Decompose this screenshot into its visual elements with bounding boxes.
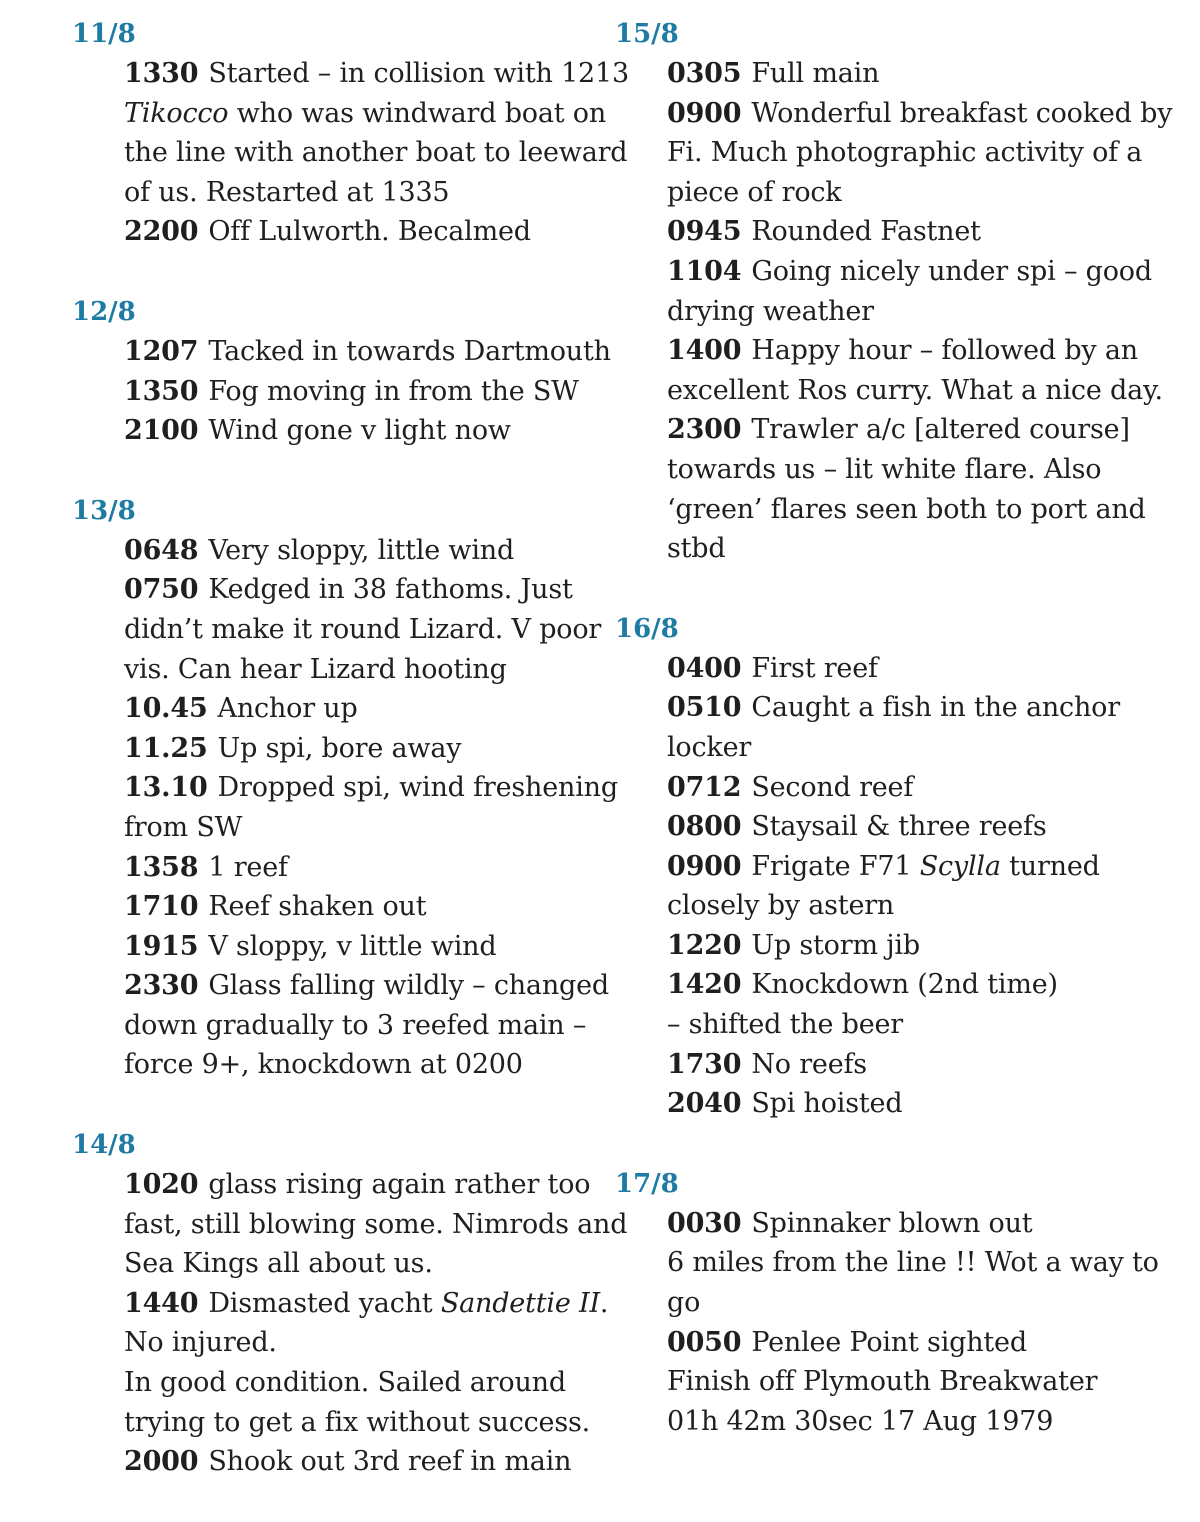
entry-time: 0712 (667, 771, 742, 803)
log-entry (667, 1323, 1175, 1363)
entry-list (667, 54, 1175, 569)
log-entry (667, 1084, 1175, 1124)
log-entry (667, 688, 1175, 767)
entry-list (667, 649, 1175, 1124)
day-section (615, 14, 1175, 569)
vessel-name: Sandettie II (440, 1287, 600, 1319)
log-entry (667, 649, 1175, 689)
entry-text: No reefs (751, 1048, 867, 1080)
entry-time: 2040 (667, 1088, 742, 1120)
log-entry (667, 410, 1175, 568)
day-date: 12/8 (72, 296, 136, 327)
log-entry (667, 252, 1175, 331)
log-entry (124, 768, 632, 847)
log-entry (667, 1005, 1175, 1045)
log-entry (667, 807, 1175, 847)
entry-time: 11.25 (124, 732, 208, 764)
entry-text: Fog moving in from the SW (208, 375, 579, 407)
entry-text: Caught a fish in the anchor locker (667, 692, 1120, 763)
log-entry (124, 54, 632, 212)
entry-text: Shook out 3rd reef in main (208, 1446, 572, 1478)
entry-text: Up storm jib (751, 929, 920, 961)
entry-text: First reef (751, 652, 878, 684)
log-entry (667, 847, 1175, 926)
entry-text: Frigate F71 (751, 850, 920, 882)
entry-time: 0400 (667, 652, 742, 684)
log-entry (124, 1442, 632, 1482)
entry-text: Off Lulworth. Becalmed (208, 216, 531, 248)
entry-text: Dismasted yacht (208, 1287, 441, 1319)
left-column (72, 14, 632, 1522)
entry-text: Dropped spi, wind freshening from SW (124, 772, 618, 843)
day-date: 15/8 (615, 19, 679, 49)
log-entry (124, 570, 632, 689)
entry-time: 10.45 (124, 693, 208, 725)
log-entry (124, 927, 632, 967)
entry-time: 2330 (124, 970, 199, 1002)
entry-text: who was windward boat on the line with another boat to leeward of us. Restarted at 1335 (124, 97, 628, 208)
entry-time: 1358 (124, 851, 199, 883)
entry-time: 13.10 (124, 772, 208, 804)
day-date: 17/8 (615, 1168, 679, 1199)
log-entry (124, 1363, 632, 1442)
entry-text: Very sloppy, little wind (208, 534, 515, 566)
entry-time: 0945 (667, 216, 742, 248)
day-section (72, 491, 632, 1085)
entry-text: Up spi, bore away (217, 732, 462, 764)
entry-time: 2200 (124, 216, 199, 248)
entry-text: Anchor up (217, 693, 358, 725)
entry-text: Staysail & three reefs (751, 811, 1047, 843)
entry-text: Full main (751, 58, 880, 89)
day-section (615, 609, 1175, 1124)
log-entry (124, 887, 632, 927)
right-column (615, 14, 1175, 1481)
log-entry (124, 332, 632, 372)
entry-time: 0030 (667, 1207, 742, 1239)
log-entry (124, 212, 632, 252)
entry-text: Reef shaken out (208, 891, 427, 923)
entry-text: 01h 42m 30sec 17 Aug 1979 (667, 1405, 1054, 1437)
entry-time: 0800 (667, 811, 742, 843)
entry-time: 0050 (667, 1326, 742, 1358)
log-entry (667, 212, 1175, 252)
entry-time: 1207 (124, 335, 199, 367)
log-entry (124, 531, 632, 571)
entry-text: Knockdown (2nd time) (751, 969, 1058, 1001)
day-section (72, 14, 632, 252)
entry-text: Finish off Plymouth Breakwater (667, 1366, 1098, 1398)
log-entry (124, 966, 632, 1085)
entry-time: 1020 (124, 1169, 199, 1201)
entry-time: 0510 (667, 692, 742, 724)
entry-text: Spi hoisted (751, 1088, 903, 1120)
day-date: 14/8 (72, 1130, 136, 1161)
entry-text: Trawler a/c [altered course] towards us – lit white flare. Also ‘green’ flares seen both to port and stbd (667, 414, 1146, 565)
log-entry (124, 848, 632, 888)
entry-text: Going nicely under spi – good drying weather (667, 255, 1152, 327)
entry-text: Happy hour – followed by an excellent Ros curry. What a nice day. (667, 335, 1163, 406)
entry-text: V sloppy, v little wind (208, 930, 497, 962)
entry-time: 1440 (124, 1287, 199, 1319)
entry-time: 0305 (667, 58, 742, 89)
log-entry (124, 1165, 632, 1284)
day-section (615, 1164, 1175, 1442)
vessel-name: Tikocco (124, 97, 229, 129)
entry-time: 1104 (667, 255, 742, 287)
log-entry (124, 729, 632, 769)
entry-time: 0750 (124, 574, 199, 606)
vessel-name: Scylla (919, 850, 1001, 882)
entry-text: Spinnaker blown out (751, 1207, 1033, 1239)
entry-time: 2000 (124, 1446, 199, 1478)
entry-time: 0900 (667, 97, 742, 129)
day-date: 13/8 (72, 495, 136, 526)
entry-text: Second reef (751, 771, 914, 803)
entry-text: glass rising again rather too fast, still blowing some. Nimrods and Sea Kings all about us. (124, 1169, 628, 1280)
entry-text: Glass falling wildly – changed down gradually to 3 reefed main – force 9+, knockdown at 0200 (124, 970, 609, 1081)
entry-time: 1915 (124, 930, 199, 962)
entry-time: 2100 (124, 415, 199, 447)
entry-text: turned closely by astern (667, 850, 1100, 922)
day-section (72, 1125, 632, 1482)
entry-text: 1 reef (208, 851, 288, 883)
log-entry (667, 331, 1175, 410)
entry-list (124, 332, 632, 451)
log-entry (124, 372, 632, 412)
log-entry (667, 1204, 1175, 1244)
log-entry (667, 1045, 1175, 1085)
log-entry (667, 54, 1175, 94)
entry-text: . No injured. (124, 1287, 609, 1359)
entry-text: Kedged in 38 fathoms. Just didn’t make it round Lizard. V poor vis. Can hear Lizard hooting (124, 574, 602, 685)
entry-time: 2300 (667, 414, 742, 446)
log-entry (124, 689, 632, 729)
log-entry (667, 1243, 1175, 1322)
log-entry (667, 926, 1175, 966)
log-entry (667, 94, 1175, 213)
entry-text: 6 miles from the line !! Wot a way to go (667, 1247, 1159, 1319)
entry-time: 1330 (124, 58, 199, 89)
day-date: 16/8 (615, 613, 679, 644)
entry-text: Penlee Point sighted (751, 1326, 1027, 1358)
entry-time: 1220 (667, 929, 742, 961)
entry-text: Wind gone v light now (208, 415, 511, 447)
entry-time: 1350 (124, 375, 199, 407)
log-entry (667, 768, 1175, 808)
log-entry (667, 1362, 1175, 1402)
log-entry (124, 411, 632, 451)
entry-time: 1710 (124, 891, 199, 923)
entry-text: Wonderful breakfast cooked by Fi. Much photographic activity of a piece of rock (667, 97, 1173, 208)
day-date: 11/8 (72, 19, 136, 49)
entry-time: 0648 (124, 534, 199, 566)
entry-list (124, 531, 632, 1085)
entry-time: 1400 (667, 335, 742, 367)
log-entry (667, 965, 1175, 1005)
entry-text: In good condition. Sailed around trying to get a fix without success. (124, 1367, 591, 1438)
log-entry (124, 1284, 632, 1363)
entry-time: 0900 (667, 850, 742, 882)
entry-list (124, 54, 632, 252)
log-entry (667, 1402, 1175, 1442)
entry-time: 1420 (667, 969, 742, 1001)
day-section (72, 292, 632, 451)
entry-list (124, 1165, 632, 1482)
entry-time: 1730 (667, 1048, 742, 1080)
entry-text: Started – in collision with 1213 (208, 58, 629, 89)
entry-list (667, 1204, 1175, 1442)
entry-text: Tacked in towards Dartmouth (208, 335, 611, 367)
entry-text: – shifted the beer (667, 1009, 903, 1041)
entry-text: Rounded Fastnet (751, 216, 981, 248)
